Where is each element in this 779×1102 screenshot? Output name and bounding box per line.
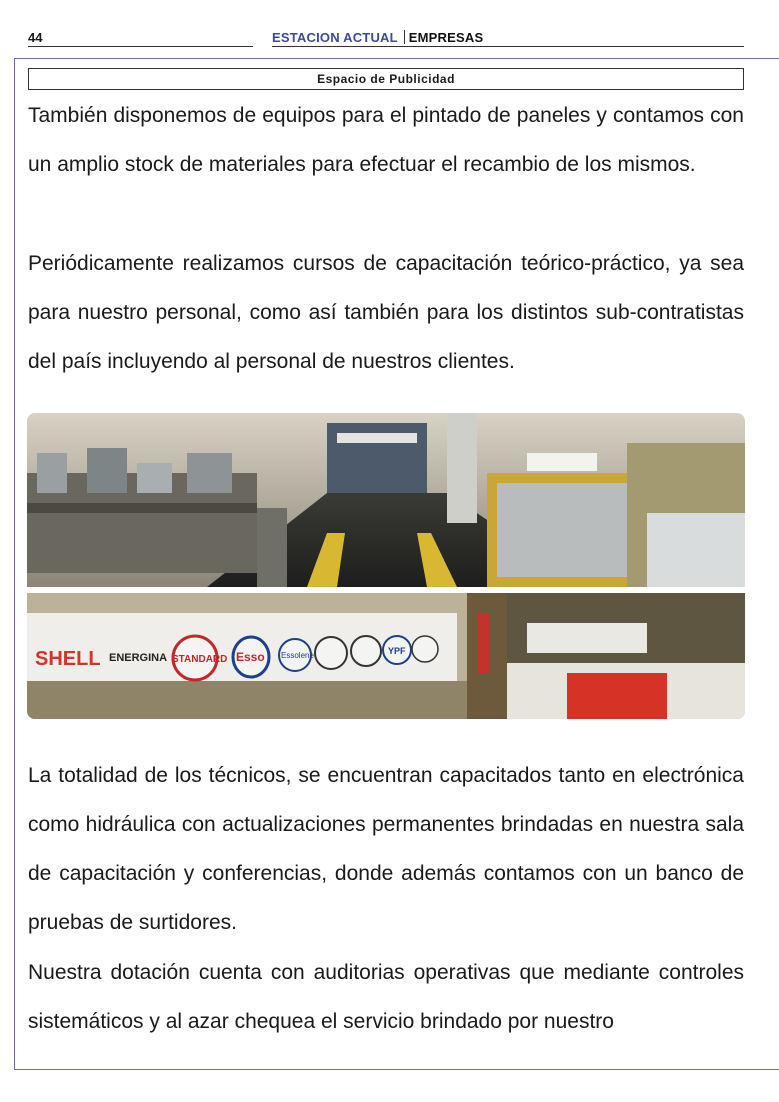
paragraph-painting: También disponemos de equipos para el pintado de paneles y contamos con un amplio stock de materiales para efectuar el recambio de los mismos. (28, 104, 744, 176)
header-rule-right (272, 46, 744, 47)
header-rule-left (28, 46, 253, 47)
section-name: EMPRESAS (408, 30, 484, 45)
training-room-photo (27, 593, 745, 719)
paragraph-training-courses: Periódicamente realizamos cursos de capacitación teórico-práctico, ya sea para nuestro personal, como así también para los distintos sub-contratistas del país incluyendo al personal de nuestros clientes. (28, 252, 744, 373)
shell-sign: SHELL (35, 648, 101, 670)
energina-sign: ENERGINA (109, 652, 168, 664)
ypf-sign: YPF (388, 646, 406, 656)
paragraph-audits: Nuestra dotación cuenta con auditorias operativas que mediante controles sistemáticos y al azar chequea el servicio brindado por nuestro (28, 961, 744, 1033)
publication-name: ESTACION ACTUAL (272, 30, 398, 45)
esso-sign: Esso (236, 650, 265, 664)
standard-sign: STANDARD (172, 654, 228, 665)
ad-space-label: Espacio de Publicidad (28, 68, 744, 90)
running-header (272, 30, 483, 45)
essolene-sign: Essolene (281, 651, 314, 660)
workshop-photo (27, 413, 745, 587)
header-separator (404, 30, 405, 44)
page-number: 44 (28, 30, 43, 45)
paragraph-technicians: La totalidad de los técnicos, se encuentran capacitados tanto en electrónica como hidráulica con actualizaciones permanentes brindadas en nuestra sala de capacitación y conferencias, donde además contamos con un banco de pruebas de surtidores. (28, 764, 744, 934)
